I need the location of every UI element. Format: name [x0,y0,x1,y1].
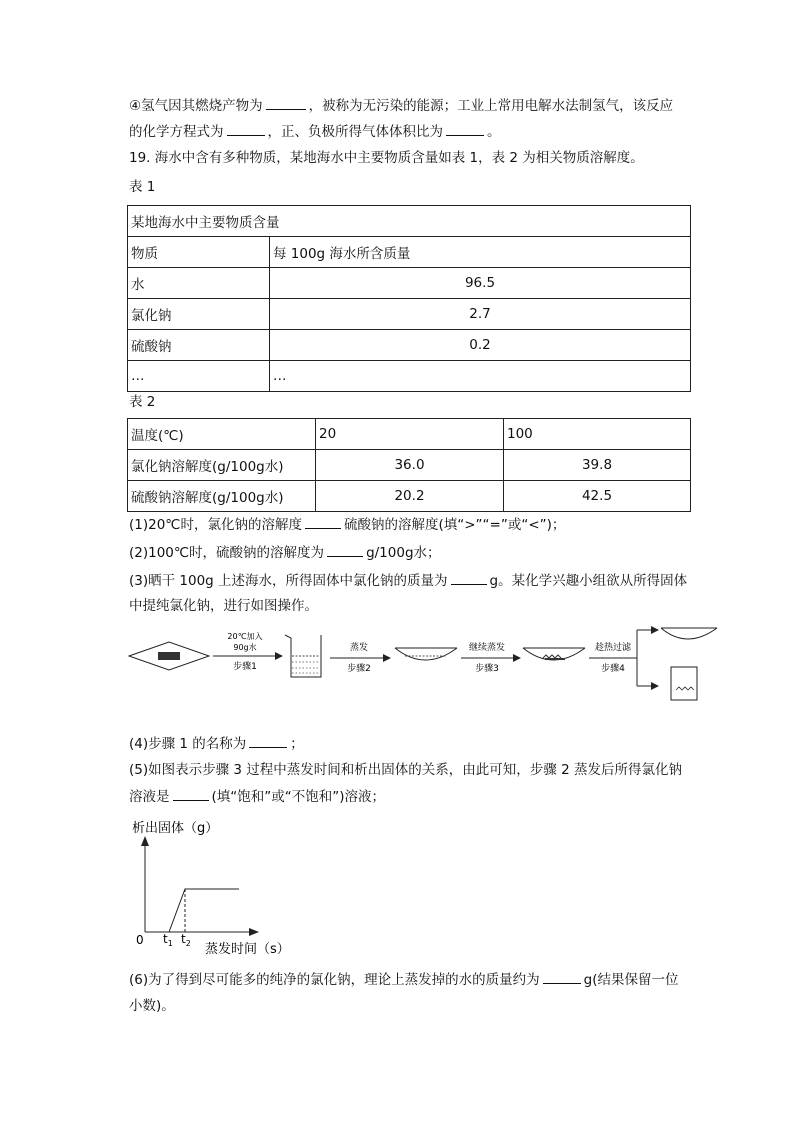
arrow-icon [651,626,659,634]
q19-intro: 19. 海水中含有多种物质，某地海水中主要物质含量如表 1，表 2 为相关物质溶解度。 [129,150,644,166]
q19-part-5: (5)如图表示步骤 3 过程中蒸发时间和析出固体的关系，由此可知，步骤 2 蒸发后所得氯化钠 [129,762,682,778]
table-cell: 硫酸钠 [128,330,270,361]
q19-text: g。某化学兴趣小组欲从所得固体 [489,573,688,589]
table-1 [127,205,691,392]
beaker-icon [285,635,321,677]
solid-pieces-icon [158,652,180,660]
table2-caption: 表 2 [129,394,156,410]
table-row [128,361,691,392]
answer-blank[interactable] [266,95,306,110]
q19-text: 硫酸钠的溶解度(填“>”“=”或“<”)； [343,517,566,533]
answer-blank[interactable] [543,969,581,984]
process-flow-diagram [125,620,725,710]
table2-header: 100 [504,419,691,450]
crystal-container-icon [671,667,697,700]
q19-text: ； [290,736,304,752]
table2-header: 20 [316,419,504,450]
q18-text: ，被称为无污染的能源；工业上常用电解水法制氢气，该反应 [308,98,674,114]
graph-t1: $t_1$ [163,932,173,948]
q19-part-6 [129,969,678,990]
q19-part-2 [129,542,441,563]
graph-y-label: 析出固体（g） [132,821,219,836]
step1-label: 步骤1 [233,662,257,672]
q19-part-1 [129,514,565,535]
q19-part-4 [129,733,304,754]
step2-top-label: 蒸发 [349,643,369,653]
table1-title: 某地海水中主要物质含量 [128,206,691,237]
answer-blank[interactable] [451,570,487,585]
step3-top-label: 继续蒸发 [468,643,506,653]
graph-curve [145,889,239,932]
table1-caption: 表 1 [129,179,156,195]
table-2 [127,418,691,512]
step1-mid-label: 90g水 [233,643,257,652]
step4-label: 步骤4 [601,664,625,674]
q18-line-2 [129,121,501,142]
q19-part-3-cont: 中提纯氯化钠，进行如图操作。 [129,598,318,614]
x-axis-arrow-icon [249,928,259,936]
q19-text: g(结果保留一位 [583,972,679,988]
table1-header: 每 100g 海水所含质量 [270,237,691,268]
y-axis-arrow-icon [141,836,149,846]
graph-origin: 0 [136,933,144,947]
q18-text: ④氢气因其燃烧产物为 [129,98,263,114]
q19-text: 溶液是 [129,789,170,805]
arrow-icon [383,654,391,662]
solid-time-graph [125,812,325,962]
q19-text: (2)100℃时，硫酸钠的溶解度为 [129,545,325,561]
table-row [128,299,691,330]
q19-text: g/100g水； [366,545,441,561]
table-cell: 0.2 [270,330,691,361]
step2-label: 步骤2 [347,664,371,674]
q18-text: ，正、负极所得气体体积比为 [267,124,443,140]
step4-top-label: 趁热过滤 [594,643,632,653]
answer-blank[interactable] [249,733,287,748]
table2-header: 温度(℃) [128,419,316,450]
table-cell: 96.5 [270,268,691,299]
table-cell: … [270,361,691,392]
table1-header: 物质 [128,237,270,268]
step3-label: 步骤3 [475,664,499,674]
q19-part-3 [129,570,687,591]
table-cell: 36.0 [316,450,504,481]
table-cell: … [128,361,270,392]
q19-text: (6)为了得到尽可能多的纯净的氯化钠，理论上蒸发掉的水的质量约为 [129,972,540,988]
table-cell: 2.7 [270,299,691,330]
table-row [128,330,691,361]
answer-blank[interactable] [305,514,341,529]
arrow-icon [513,654,521,662]
q19-text: (4)步骤 1 的名称为 [129,736,247,752]
q19-text: (3)晒干 100g 上述海水，所得固体中氯化钠的质量为 [129,573,448,589]
q18-line-1 [129,95,673,116]
answer-blank[interactable] [327,542,363,557]
table-row [128,268,691,299]
table-cell: 水 [128,268,270,299]
table-cell: 42.5 [504,481,691,512]
table-cell: 氯化钠溶解度(g/100g水) [128,450,316,481]
step1-top-label: 20℃加入 [227,632,263,641]
table-cell: 39.8 [504,450,691,481]
q19-part-5-cont [129,786,385,807]
evaporating-dish-icon [661,628,717,639]
arrow-icon [651,682,659,690]
table-cell: 20.2 [316,481,504,512]
table-row [128,450,691,481]
table-cell: 氯化钠 [128,299,270,330]
evaporating-dish-icon [395,648,457,660]
graph-t2: $t_2$ [181,932,191,948]
graph-x-label: 蒸发时间（s） [205,942,290,957]
q19-text: (1)20℃时，氯化钠的溶解度 [129,517,302,533]
answer-blank[interactable] [227,121,265,136]
table-row [128,481,691,512]
answer-blank[interactable] [446,121,484,136]
evaporating-dish-crystals-icon [523,648,585,660]
arrow-icon [275,652,283,660]
answer-blank[interactable] [173,786,209,801]
q19-part-6-cont: 小数)。 [129,998,175,1014]
table-cell: 硫酸钠溶解度(g/100g水) [128,481,316,512]
q18-text: 。 [487,124,501,140]
q19-text: (填“饱和”或“不饱和”)溶液； [211,789,386,805]
q18-text: 的化学方程式为 [129,124,224,140]
